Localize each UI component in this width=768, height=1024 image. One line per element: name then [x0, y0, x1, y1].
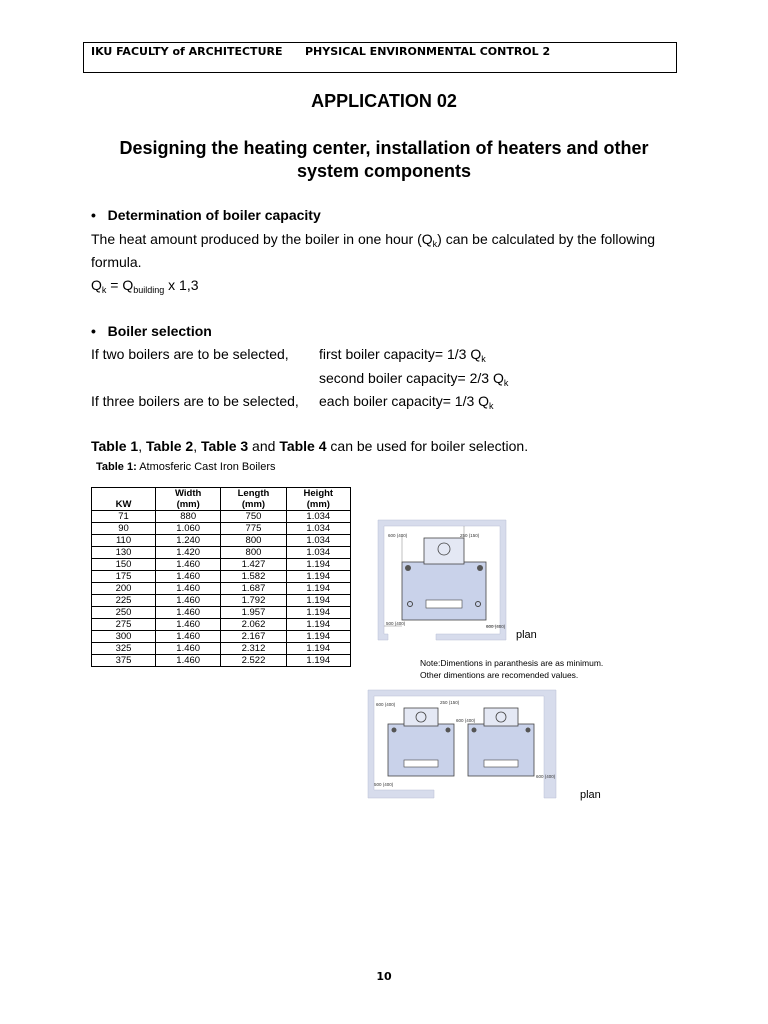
- table-cell: 130: [92, 547, 156, 559]
- valve-icon: [392, 728, 397, 733]
- text-span: each boiler capacity= 1/3 Q: [319, 393, 490, 409]
- burner-panel: [484, 760, 518, 767]
- valve-icon: [405, 565, 411, 571]
- table-cell: 150: [92, 559, 156, 571]
- header-course: PHYSICAL ENVIRONMENTAL CONTROL 2: [305, 45, 551, 58]
- text-span: Atmosferic Cast Iron Boilers: [136, 461, 276, 473]
- table-cell: 750: [221, 511, 286, 523]
- text-span: Table 1: [91, 438, 139, 454]
- table-row: [92, 583, 351, 595]
- double-boiler-plan-diagram: [364, 686, 560, 802]
- table-cell: 1.460: [156, 595, 221, 607]
- table-cell: 1.194: [286, 655, 350, 667]
- boiler-table: [91, 487, 351, 667]
- boiler-flue-box: [484, 708, 518, 726]
- table-cell: 1.460: [156, 619, 221, 631]
- selection-row-3-left: If three boilers are to be selected,: [91, 393, 299, 409]
- table-cell: 1.427: [221, 559, 286, 571]
- table1-caption: [96, 461, 276, 473]
- burner-panel: [404, 760, 438, 767]
- subscript: k: [481, 354, 486, 364]
- table-cell: 2.312: [221, 643, 286, 655]
- table-cell: 1.034: [286, 535, 350, 547]
- table-row: [92, 595, 351, 607]
- dimension-label: 600 (400): [388, 533, 408, 538]
- table-cell: 175: [92, 571, 156, 583]
- table-cell: 1.194: [286, 643, 350, 655]
- text-span: Table 1:: [96, 461, 137, 473]
- table-cell: 71: [92, 511, 156, 523]
- page-title: APPLICATION 02: [311, 91, 457, 111]
- table-cell: 1.194: [286, 559, 350, 571]
- bullet-icon: •: [91, 323, 96, 339]
- paragraph-line-1: [91, 229, 655, 249]
- table-cell: 1.194: [286, 619, 350, 631]
- dimension-label: 250 (150): [440, 700, 460, 705]
- formula: [91, 275, 199, 295]
- table-cell: 325: [92, 643, 156, 655]
- table-cell: 1.460: [156, 643, 221, 655]
- subscript: k: [101, 285, 107, 295]
- table-cell: 1.034: [286, 547, 350, 559]
- table-cell: 1.460: [156, 583, 221, 595]
- boiler-flue-box: [424, 538, 464, 564]
- text-span: ,: [138, 438, 146, 454]
- text-span: = Q: [106, 277, 134, 293]
- page-header: [83, 42, 677, 73]
- table-cell: 1.060: [156, 523, 221, 535]
- dimension-label: 250 (150): [460, 533, 480, 538]
- section-heading: Boiler selection: [107, 323, 212, 339]
- table-cell: 800: [221, 547, 286, 559]
- table-cell: 1.194: [286, 583, 350, 595]
- table-row: [92, 607, 351, 619]
- table-header-cell: Height (mm): [286, 488, 350, 511]
- subscript: k: [503, 378, 509, 388]
- table-cell: 2.062: [221, 619, 286, 631]
- text-span: The heat amount produced by the boiler in one hour (Q: [91, 231, 433, 247]
- table-header-row: [92, 488, 351, 511]
- selection-row-1-right: [319, 344, 486, 364]
- table-cell: 1.194: [286, 631, 350, 643]
- dimension-label: 500 (400): [386, 621, 406, 626]
- section-boiler-capacity: [91, 205, 321, 225]
- selection-row-1-left: If two boilers are to be selected,: [91, 346, 289, 362]
- valve-icon: [477, 565, 483, 571]
- tables-reference: [91, 436, 528, 456]
- text-span: ) can be calculated by the following: [437, 231, 656, 247]
- table-cell: 800: [221, 535, 286, 547]
- text-span: x 1,3: [164, 277, 199, 293]
- table-cell: 1.240: [156, 535, 221, 547]
- table-cell: 1.957: [221, 607, 286, 619]
- diagram2-label: plan: [580, 789, 601, 801]
- boiler-flue-box: [404, 708, 438, 726]
- text-span: and: [248, 438, 280, 454]
- table-cell: 1.460: [156, 631, 221, 643]
- boiler-body: [388, 724, 454, 776]
- table-cell: 300: [92, 631, 156, 643]
- table-cell: 1.194: [286, 607, 350, 619]
- table-row: [92, 571, 351, 583]
- table-row: [92, 523, 351, 535]
- table-cell: 1.460: [156, 607, 221, 619]
- text-span: Q: [91, 277, 102, 293]
- single-boiler-plan-diagram: [374, 516, 510, 643]
- text-span: ,: [193, 438, 201, 454]
- table-cell: 775: [221, 523, 286, 535]
- note-line-1: Note:Dimentions in paranthesis are as minimum.: [420, 658, 604, 668]
- table-row: [92, 559, 351, 571]
- table-cell: 250: [92, 607, 156, 619]
- table-header-cell: Length (mm): [221, 488, 286, 511]
- dimension-label: 600 (400): [536, 774, 556, 779]
- table-cell: 1.194: [286, 571, 350, 583]
- dimension-label: 600 (400): [456, 718, 476, 723]
- subscript: k: [432, 239, 438, 249]
- boiler-body: [468, 724, 534, 776]
- text-span: first boiler capacity= 1/3 Q: [319, 346, 482, 362]
- header-faculty: IKU FACULTY of ARCHITECTURE: [91, 45, 283, 58]
- text-span: second boiler capacity= 2/3 Q: [319, 370, 504, 386]
- bullet-icon: •: [91, 207, 96, 223]
- table-cell: 200: [92, 583, 156, 595]
- dimension-label: 600 (400): [486, 624, 506, 629]
- table-row: [92, 511, 351, 523]
- table-row: [92, 643, 351, 655]
- valve-icon: [446, 728, 451, 733]
- table-cell: 1.460: [156, 571, 221, 583]
- section-heading: Determination of boiler capacity: [107, 207, 321, 223]
- text-span: can be used for boiler selection.: [326, 438, 529, 454]
- table-cell: 1.034: [286, 523, 350, 535]
- table-cell: 1.034: [286, 511, 350, 523]
- page-number: 10: [376, 970, 392, 983]
- table-cell: 225: [92, 595, 156, 607]
- table-cell: 375: [92, 655, 156, 667]
- table-cell: 1.792: [221, 595, 286, 607]
- table-cell: 2.522: [221, 655, 286, 667]
- note-line-2: Other dimentions are recomended values.: [420, 670, 579, 680]
- table-row: [92, 619, 351, 631]
- table-header-cell: Width (mm): [156, 488, 221, 511]
- table-row: [92, 631, 351, 643]
- selection-row-3-right: [319, 391, 494, 411]
- boiler-body: [402, 562, 486, 620]
- table-row: [92, 655, 351, 667]
- text-span: Table 2: [145, 438, 194, 454]
- paragraph-line-2: formula.: [91, 254, 142, 270]
- valve-icon: [472, 728, 477, 733]
- section-boiler-selection: [91, 321, 212, 341]
- table-cell: 1.687: [221, 583, 286, 595]
- valve-icon: [526, 728, 531, 733]
- table-row: [92, 535, 351, 547]
- diagram1-label: plan: [516, 629, 537, 641]
- text-span: Table 3: [200, 438, 249, 454]
- table-cell: 1.460: [156, 559, 221, 571]
- dimension-label: 600 (400): [376, 702, 396, 707]
- table-cell: 1.460: [156, 655, 221, 667]
- text-span: Table 4: [279, 438, 327, 454]
- burner-panel: [426, 600, 462, 608]
- subscript: k: [489, 401, 494, 411]
- table-cell: 1.194: [286, 595, 350, 607]
- table-cell: 90: [92, 523, 156, 535]
- subscript: building: [133, 285, 165, 295]
- dimension-label: 500 (400): [374, 782, 394, 787]
- page-subtitle: Designing the heating center, installation of heaters and other system components: [119, 138, 649, 181]
- table-cell: 110: [92, 535, 156, 547]
- table-header-cell: KW: [92, 488, 156, 511]
- table-cell: 1.582: [221, 571, 286, 583]
- table-row: [92, 547, 351, 559]
- table-cell: 1.420: [156, 547, 221, 559]
- selection-row-2-right: [319, 368, 508, 388]
- table-cell: 275: [92, 619, 156, 631]
- table-cell: 2.167: [221, 631, 286, 643]
- table-cell: 880: [156, 511, 221, 523]
